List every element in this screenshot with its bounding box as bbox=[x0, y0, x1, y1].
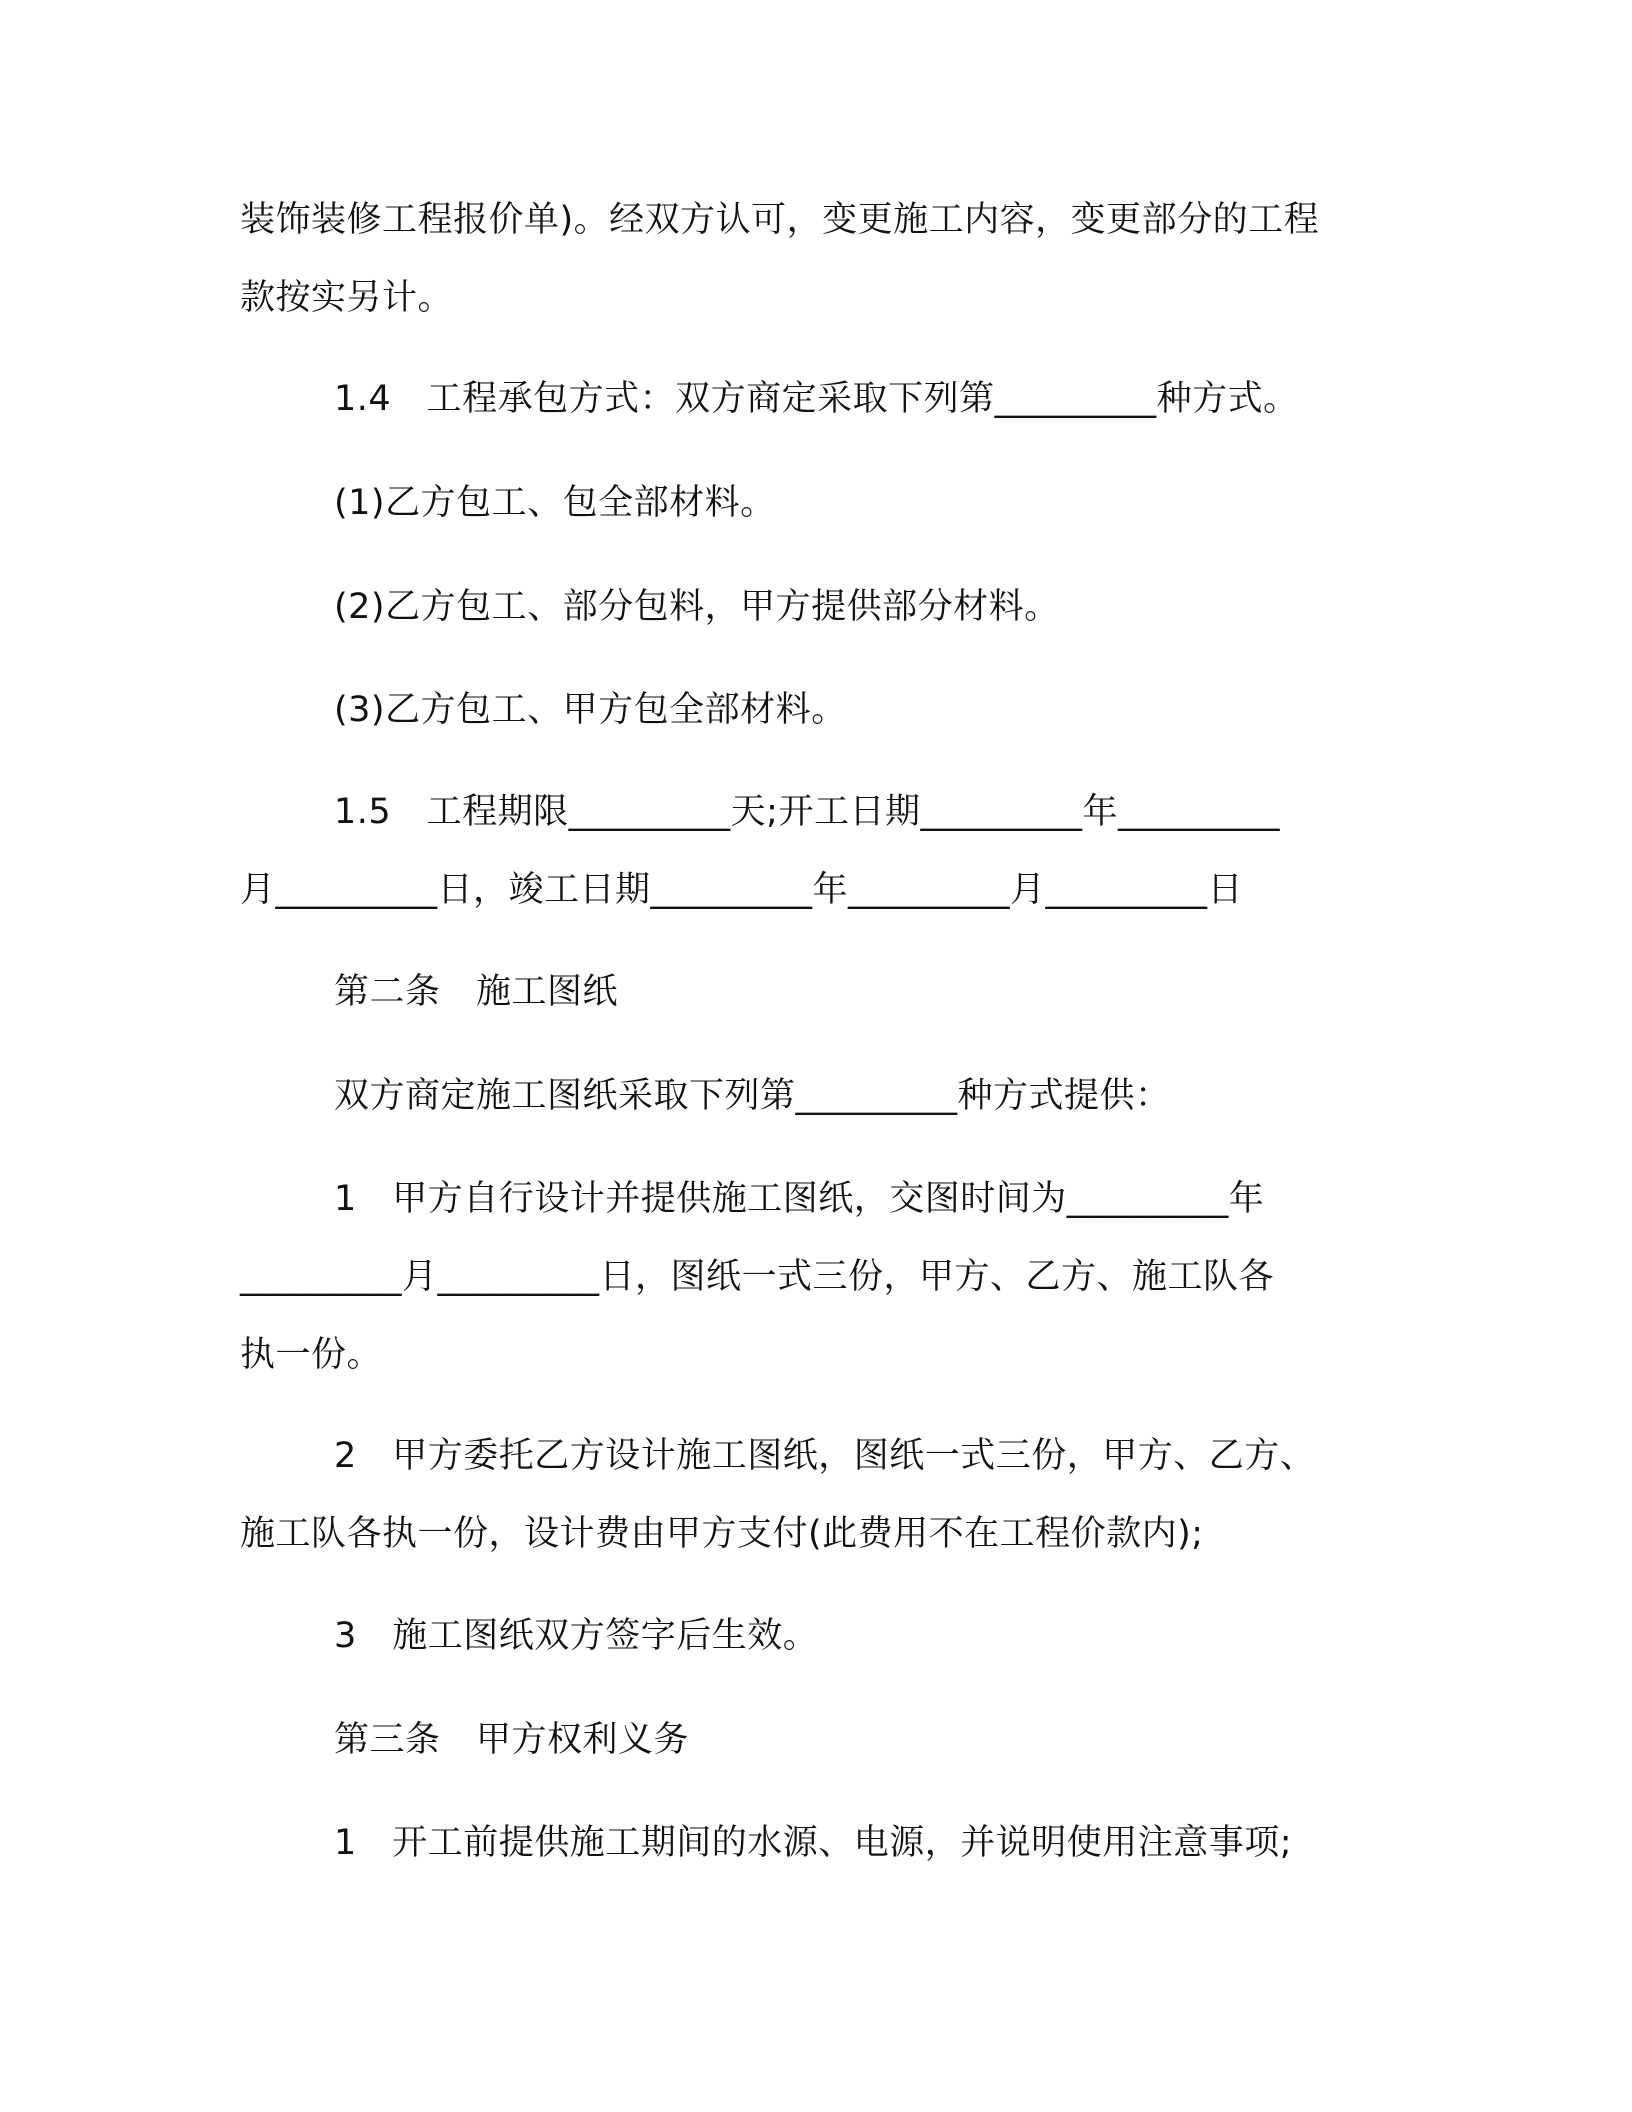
paragraph-line: _________月_________日，图纸一式三份，甲方、乙方、施工队各 bbox=[240, 1257, 1275, 1297]
paragraph-line: 款按实另计。 bbox=[240, 278, 454, 318]
item-1: 1 开工前提供施工期间的水源、电源，并说明使用注意事项; bbox=[334, 1823, 1293, 1863]
clause-1-4: 1.4 工程承包方式：双方商定采取下列第_________种方式。 bbox=[334, 379, 1299, 419]
option-1: (1)乙方包工、包全部材料。 bbox=[334, 483, 776, 523]
article-3-heading: 第三条 甲方权利义务 bbox=[334, 1720, 690, 1760]
paragraph-line: 装饰装修工程报价单)。经双方认可，变更施工内容，变更部分的工程 bbox=[240, 200, 1320, 240]
paragraph-line: 月_________日，竣工日期_________年_________月_________日 bbox=[240, 870, 1244, 910]
paragraph-line: 施工队各执一份，设计费由甲方支付(此费用不在工程价款内); bbox=[240, 1514, 1204, 1554]
item-3: 3 施工图纸双方签字后生效。 bbox=[334, 1616, 819, 1656]
item-2: 2 甲方委托乙方设计施工图纸，图纸一式三份，甲方、乙方、 bbox=[334, 1436, 1316, 1476]
paragraph-line: 执一份。 bbox=[240, 1335, 383, 1375]
option-2: (2)乙方包工、部分包料，甲方提供部分材料。 bbox=[334, 587, 1060, 627]
article-2-heading: 第二条 施工图纸 bbox=[334, 972, 619, 1012]
item-1: 1 甲方自行设计并提供施工图纸，交图时间为_________年 bbox=[334, 1179, 1265, 1219]
clause-1-5: 1.5 工程期限_________天;开工日期_________年_________ bbox=[334, 792, 1280, 832]
option-3: (3)乙方包工、甲方包全部材料。 bbox=[334, 690, 847, 730]
paragraph-line: 双方商定施工图纸采取下列第_________种方式提供： bbox=[334, 1076, 1171, 1116]
